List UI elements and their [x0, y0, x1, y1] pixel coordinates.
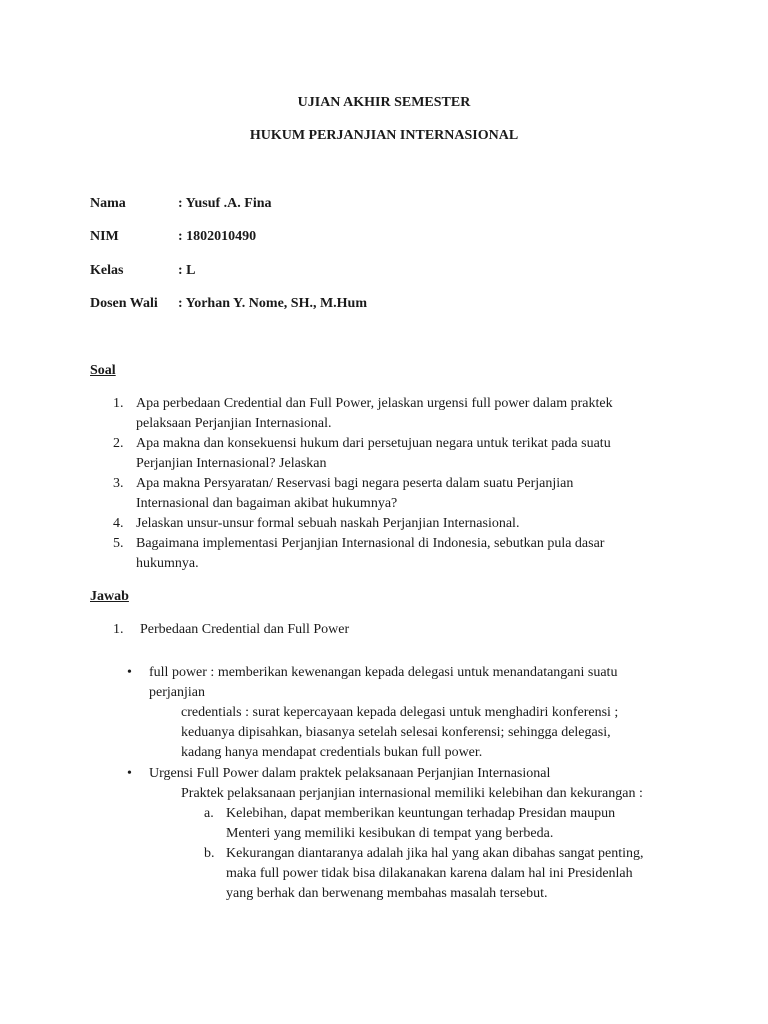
point-b-line-3: yang berhak dan berwenang membahas masalah tersebut. — [226, 886, 548, 901]
soal-5-line-1: Bagaimana implementasi Perjanjian Internasional di Indonesia, sebutkan pula dasar — [136, 536, 605, 551]
soal-3-line-1: Apa makna Persyaratan/ Reservasi bagi negara peserta dalam suatu Perjanjian — [136, 476, 574, 491]
exam-title: UJIAN AKHIR SEMESTER — [297, 95, 471, 110]
soal-number: 2. — [113, 436, 124, 451]
bullet-1-line-2: perjanjian — [149, 685, 205, 700]
value-nim: : 1802010490 — [178, 229, 257, 244]
label-kelas: Kelas — [90, 263, 124, 278]
soal-heading: Soal — [90, 363, 116, 378]
jawab-1-text: Perbedaan Credential dan Full Power — [140, 622, 350, 637]
soal-4-line-1: Jelaskan unsur-unsur formal sebuah naskah Perjanjian Internasional. — [136, 516, 520, 531]
value-nama: : Yusuf .A. Fina — [178, 196, 272, 211]
bullet-icon: • — [127, 665, 132, 680]
point-b-line-1: Kekurangan diantaranya adalah jika hal yang akan dibahas sangat penting, — [226, 846, 644, 861]
jawab-number: 1. — [113, 622, 124, 637]
soal-number: 1. — [113, 396, 124, 411]
value-dosen-wali: : Yorhan Y. Nome, SH., M.Hum — [178, 296, 368, 311]
soal-2-line-2: Perjanjian Internasional? Jelaskan — [136, 456, 327, 471]
point-b-line-2: maka full power tidak bisa dilakanakan karena dalam hal ini Presidenlah — [226, 866, 633, 881]
course-title: HUKUM PERJANJIAN INTERNASIONAL — [249, 128, 519, 143]
value-kelas: : L — [178, 263, 196, 278]
soal-1-line-1: Apa perbedaan Credential dan Full Power, jelaskan urgensi full power dalam praktek — [136, 396, 613, 411]
bullet-2-line: Urgensi Full Power dalam praktek pelaksanaan Perjanjian Internasional — [149, 766, 551, 781]
bullet-1-sub-line-2: keduanya dipisahkan, biasanya setelah selesai konferensi; sehingga delegasi, — [181, 725, 611, 740]
label-nama: Nama — [90, 196, 126, 211]
soal-5-line-2: hukumnya. — [136, 556, 199, 571]
label-dosen-wali: Dosen Wali — [90, 296, 158, 311]
bullet-2-sub-line: Praktek pelaksanaan perjanjian internasional memiliki kelebihan dan kekurangan : — [181, 786, 643, 801]
bullet-1-line-1: full power : memberikan kewenangan kepada delegasi untuk menandatangani suatu — [149, 665, 618, 680]
soal-number: 4. — [113, 516, 124, 531]
jawab-heading: Jawab — [90, 589, 129, 604]
soal-1-line-2: pelaksaan Perjanjian Internasional. — [136, 416, 332, 431]
soal-number: 5. — [113, 536, 124, 551]
point-letter: b. — [204, 846, 215, 861]
point-letter: a. — [204, 806, 214, 821]
soal-number: 3. — [113, 476, 124, 491]
soal-2-line-1: Apa makna dan konsekuensi hukum dari persetujuan negara untuk terikat pada suatu — [136, 436, 611, 451]
bullet-1-sub-line-1: credentials : surat kepercayaan kepada delegasi untuk menghadiri konferensi ; — [181, 705, 619, 720]
label-nim: NIM — [90, 229, 119, 244]
soal-3-line-2: Internasional dan bagaiman akibat hukumnya? — [136, 496, 398, 511]
point-a-line-2: Menteri yang memiliki kesibukan di tempat yang berbeda. — [226, 826, 554, 841]
bullet-icon: • — [127, 766, 132, 781]
bullet-1-sub-line-3: kadang hanya mendapat credentials bukan full power. — [181, 745, 483, 760]
point-a-line-1: Kelebihan, dapat memberikan keuntungan terhadap Presidan maupun — [226, 806, 616, 821]
